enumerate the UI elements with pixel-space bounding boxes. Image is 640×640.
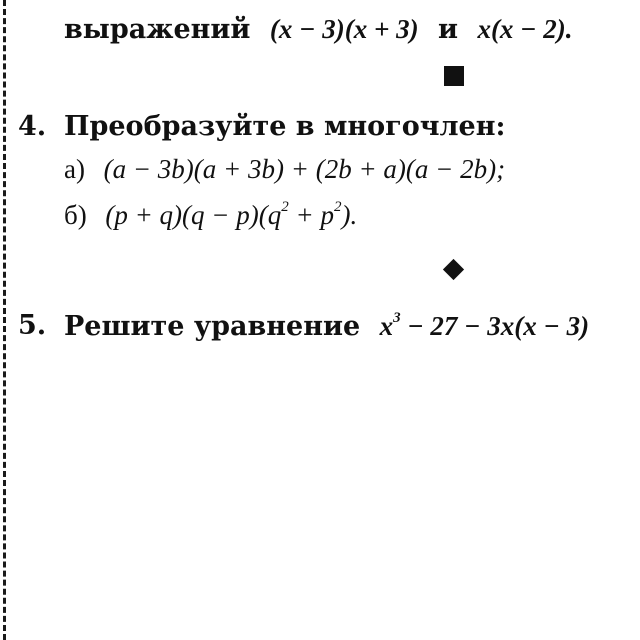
problem3-expr2: x(x − 2). bbox=[477, 14, 573, 44]
part-b-expr-mid: + p bbox=[288, 200, 334, 230]
problem5-title: Решите уравнение bbox=[64, 311, 361, 342]
part-b-expr-start: (p + q)(q − p)(q bbox=[105, 200, 282, 230]
problem4-title: Преобразуйте в многочлен: bbox=[64, 111, 506, 142]
problem4-part-a bbox=[64, 154, 505, 185]
part-b-expr-end: ). bbox=[341, 200, 358, 230]
end-of-problem-square-icon bbox=[444, 66, 464, 86]
problem3-line2 bbox=[64, 14, 573, 45]
problem5-line bbox=[64, 311, 589, 342]
part-b-expression bbox=[105, 200, 357, 230]
problem3-conj: и bbox=[438, 14, 459, 45]
margin-dashed-line bbox=[3, 0, 6, 640]
part-b-exponent-1: 2 bbox=[281, 199, 289, 215]
problem4-part-b bbox=[64, 200, 357, 231]
part-b-label: б) bbox=[64, 200, 87, 230]
problem5-exponent: 3 bbox=[393, 310, 401, 326]
problem3-line2-prefix: выражений bbox=[64, 14, 251, 45]
problem5-number: 5. bbox=[18, 310, 47, 341]
problem5-expr-end: − 27 − 3x(x − 3) bbox=[400, 311, 590, 341]
part-b-exponent-2: 2 bbox=[333, 199, 342, 215]
problem4-number: 4. bbox=[18, 111, 47, 142]
problem5-expression bbox=[380, 311, 590, 341]
problem5-expr-start: x bbox=[379, 311, 394, 341]
end-of-problem-diamond-icon bbox=[443, 259, 464, 280]
part-a-expression: (a − 3b)(a + 3b) + (2b + a)(a − 2b); bbox=[103, 154, 506, 184]
part-a-label: а) bbox=[64, 154, 85, 184]
problem3-expr1: (x − 3)(x + 3) bbox=[269, 14, 419, 44]
